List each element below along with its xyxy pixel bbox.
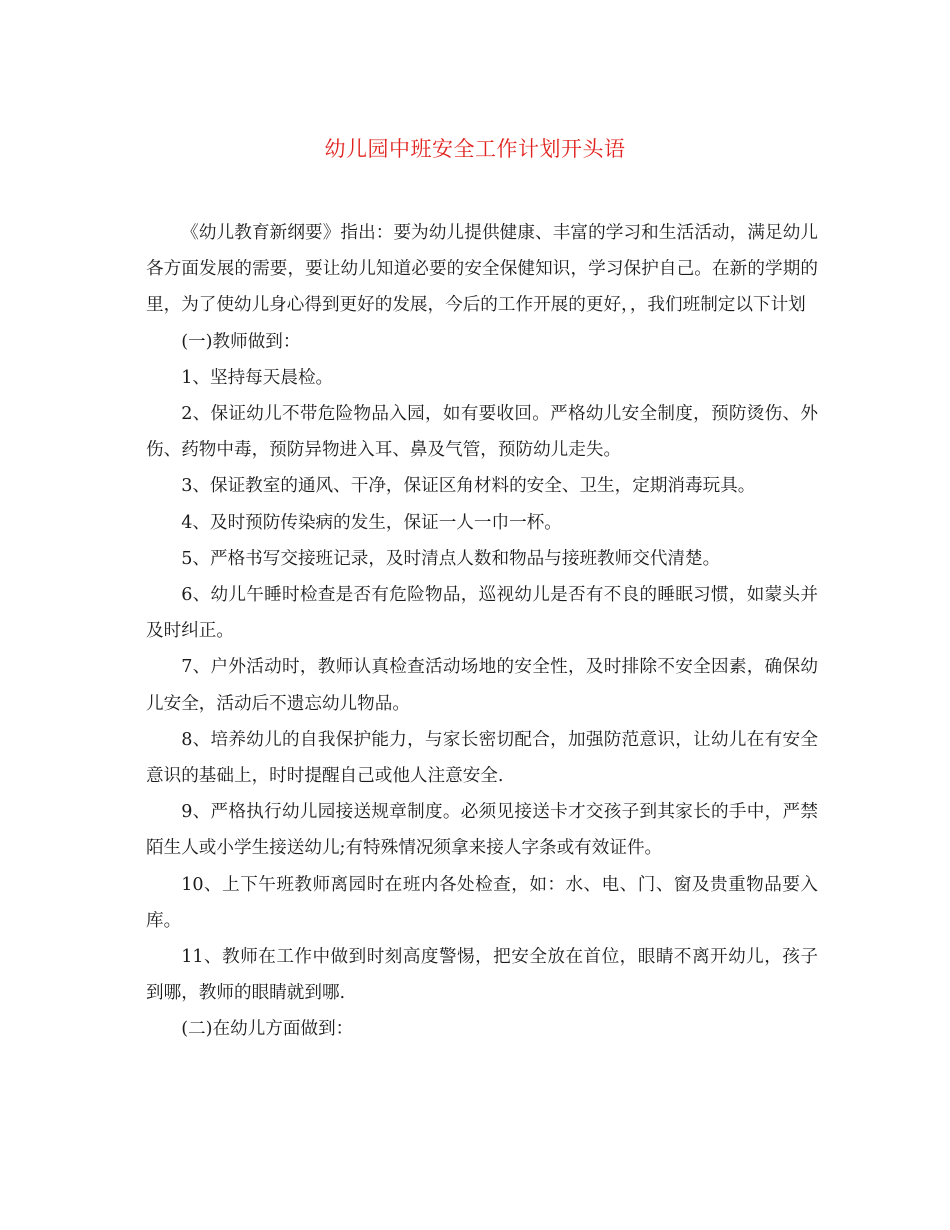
list-item-2: 2、保证幼儿不带危险物品入园，如有要收回。严格幼儿安全制度，预防烫伤、外伤、药物中毒，预防异物进入耳、鼻及气管，预防幼儿走失。 <box>146 404 818 461</box>
list-item-7: 7、户外活动时，教师认真检查活动场地的安全性，及时排除不安全因素，确保幼儿安全，活动后不遗忘幼儿物品。 <box>146 657 818 714</box>
list-item-5: 5、严格书写交接班记录，及时清点人数和物品与接班教师交代清楚。 <box>181 548 721 569</box>
list-item-4: 4、及时预防传染病的发生，保证一人一巾一杯。 <box>181 512 562 533</box>
list-item-9: 9、严格执行幼儿园接送规章制度。必须见接送卡才交孩子到其家长的手中，严禁陌生人或小学生接送幼儿;有特殊情况须拿来接人字条或有效证件。 <box>146 802 818 859</box>
section-heading-teachers: (一)教师做到： <box>181 331 301 352</box>
section-heading-children: (二)在幼儿方面做到： <box>181 1019 354 1040</box>
list-item-10: 10、上下午班教师离园时在班内各处检查，如：水、电、门、窗及贵重物品要入库。 <box>146 874 818 931</box>
document-body <box>146 215 818 1048</box>
list-item-6: 6、幼儿午睡时检查是否有危险物品，巡视幼儿是否有不良的睡眠习惯，如蒙头并及时纠正。 <box>146 585 818 642</box>
document-title: 幼儿园中班安全工作计划开头语 <box>324 137 626 161</box>
intro-paragraph: 《幼儿教育新纲要》指出：要为幼儿提供健康、丰富的学习和生活活动，满足幼儿各方面发展的需要，要让幼儿知道必要的安全保健知识，学习保护自己。在新的学期的里，为了使幼儿身心得到更好的发展，今后的工作开展的更好，，我们班制定以下计划 <box>146 223 818 316</box>
list-item-11: 11、教师在工作中做到时刻高度警惕，把安全放在首位，眼睛不离开幼儿，孩子到哪，教师的眼睛就到哪. <box>146 947 818 1004</box>
list-item-3: 3、保证教室的通风、干净，保证区角材料的安全、卫生，定期消毒玩具。 <box>181 476 756 497</box>
list-item-8: 8、培养幼儿的自我保护能力，与家长密切配合，加强防范意识，让幼儿在有安全意识的基础上，时时提醒自己或他人注意安全. <box>146 729 818 787</box>
list-item-1: 1、坚持每天晨检。 <box>181 367 334 388</box>
